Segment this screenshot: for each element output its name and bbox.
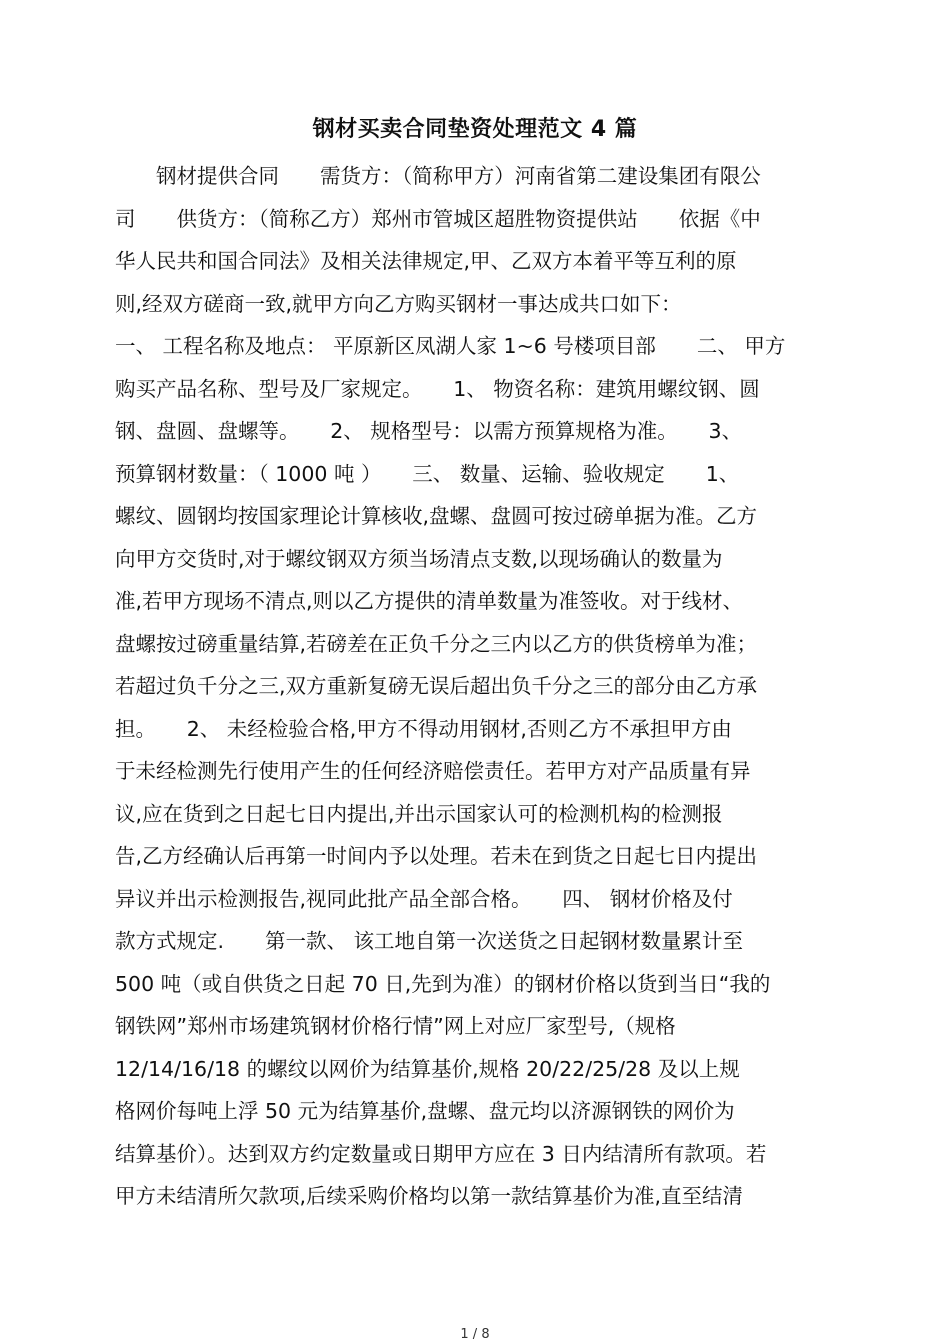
body-line: 议,应在货到之日起七日内提出,并出示国家认可的检测机构的检测报 bbox=[115, 801, 723, 826]
body-line: 结算基价）。达到双方约定数量或日期甲方应在 3 日内结清所有款项。若 bbox=[115, 1141, 767, 1166]
document-body bbox=[115, 155, 840, 1218]
body-line: 异议并出示检测报告,视同此批产品全部合格。 四、 钢材价格及付 bbox=[115, 886, 733, 911]
body-line: 司 供货方：（简称乙方）郑州市管城区超胜物资提供站 依据《中 bbox=[115, 206, 761, 231]
body-line: 向甲方交货时,对于螺纹钢双方须当场清点支数,以现场确认的数量为 bbox=[115, 546, 723, 571]
body-line: 一、 工程名称及地点： 平原新区凤湖人家 1~6 号楼项目部 二、 甲方 bbox=[115, 334, 786, 358]
body-line: 钢铁网”郑州市场建筑钢材价格行情”网上对应厂家型号,（规格 bbox=[115, 1014, 676, 1038]
body-line: 钢材提供合同 需货方：（简称甲方）河南省第二建设集团有限公 bbox=[115, 164, 761, 188]
body-line: 担。 2、 未经检验合格,甲方不得动用钢材,否则乙方不承担甲方由 bbox=[115, 716, 732, 741]
body-line: 格网价每吨上浮 50 元为结算基价,盘螺、盘元均以济源钢铁的网价为 bbox=[115, 1099, 735, 1123]
body-line: 准,若甲方现场不清点,则以乙方提供的清单数量为准签收。对于线材、 bbox=[115, 589, 744, 613]
document-title: 钢材买卖合同垫资处理范文 4 篇 bbox=[312, 117, 638, 142]
body-line: 于未经检测先行使用产生的任何经济赔偿责任。若甲方对产品质量有异 bbox=[115, 759, 751, 783]
body-line: 盘螺按过磅重量结算,若磅差在正负千分之三内以乙方的供货榜单为准； bbox=[115, 631, 758, 656]
body-line: 购买产品名称、型号及厂家规定。 1、 物资名称：建筑用螺纹钢、圆 bbox=[115, 376, 760, 401]
body-line: 华人民共和国合同法》及相关法律规定,甲、乙双方本着平等互利的原 bbox=[115, 249, 737, 273]
body-line: 则,经双方磋商一致,就甲方向乙方购买钢材一事达成共口如下： bbox=[115, 291, 682, 316]
body-line: 预算钢材数量：（ 1000 吨 ） 三、 数量、运输、验收规定 1、 bbox=[115, 461, 740, 486]
body-line: 款方式规定. 第一款、 该工地自第一次送货之日起钢材数量累计至 bbox=[115, 929, 744, 953]
body-line: 甲方未结清所欠款项,后续采购价格均以第一款结算基价为准,直至结清 bbox=[115, 1184, 744, 1208]
body-line: 500 吨（或自供货之日起 70 日,先到为准）的钢材价格以货到当日“我的 bbox=[115, 971, 771, 996]
body-line: 螺纹、圆钢均按国家理论计算核收,盘螺、盘圆可按过磅单据为准。乙方 bbox=[115, 504, 758, 528]
body-line: 若超过负千分之三,双方重新复磅无误后超出负千分之三的部分由乙方承 bbox=[115, 674, 758, 698]
body-line: 钢、盘圆、盘螺等。 2、 规格型号：以需方预算规格为准。 3、 bbox=[115, 419, 743, 443]
page-number: 1 / 8 bbox=[460, 1327, 490, 1342]
body-line: 12/14/16/18 的螺纹以网价为结算基价,规格 20/22/25/28 及以上规 bbox=[115, 1056, 740, 1081]
body-line: 告,乙方经确认后再第一时间内予以处理。若未在到货之日起七日内提出 bbox=[115, 844, 758, 868]
